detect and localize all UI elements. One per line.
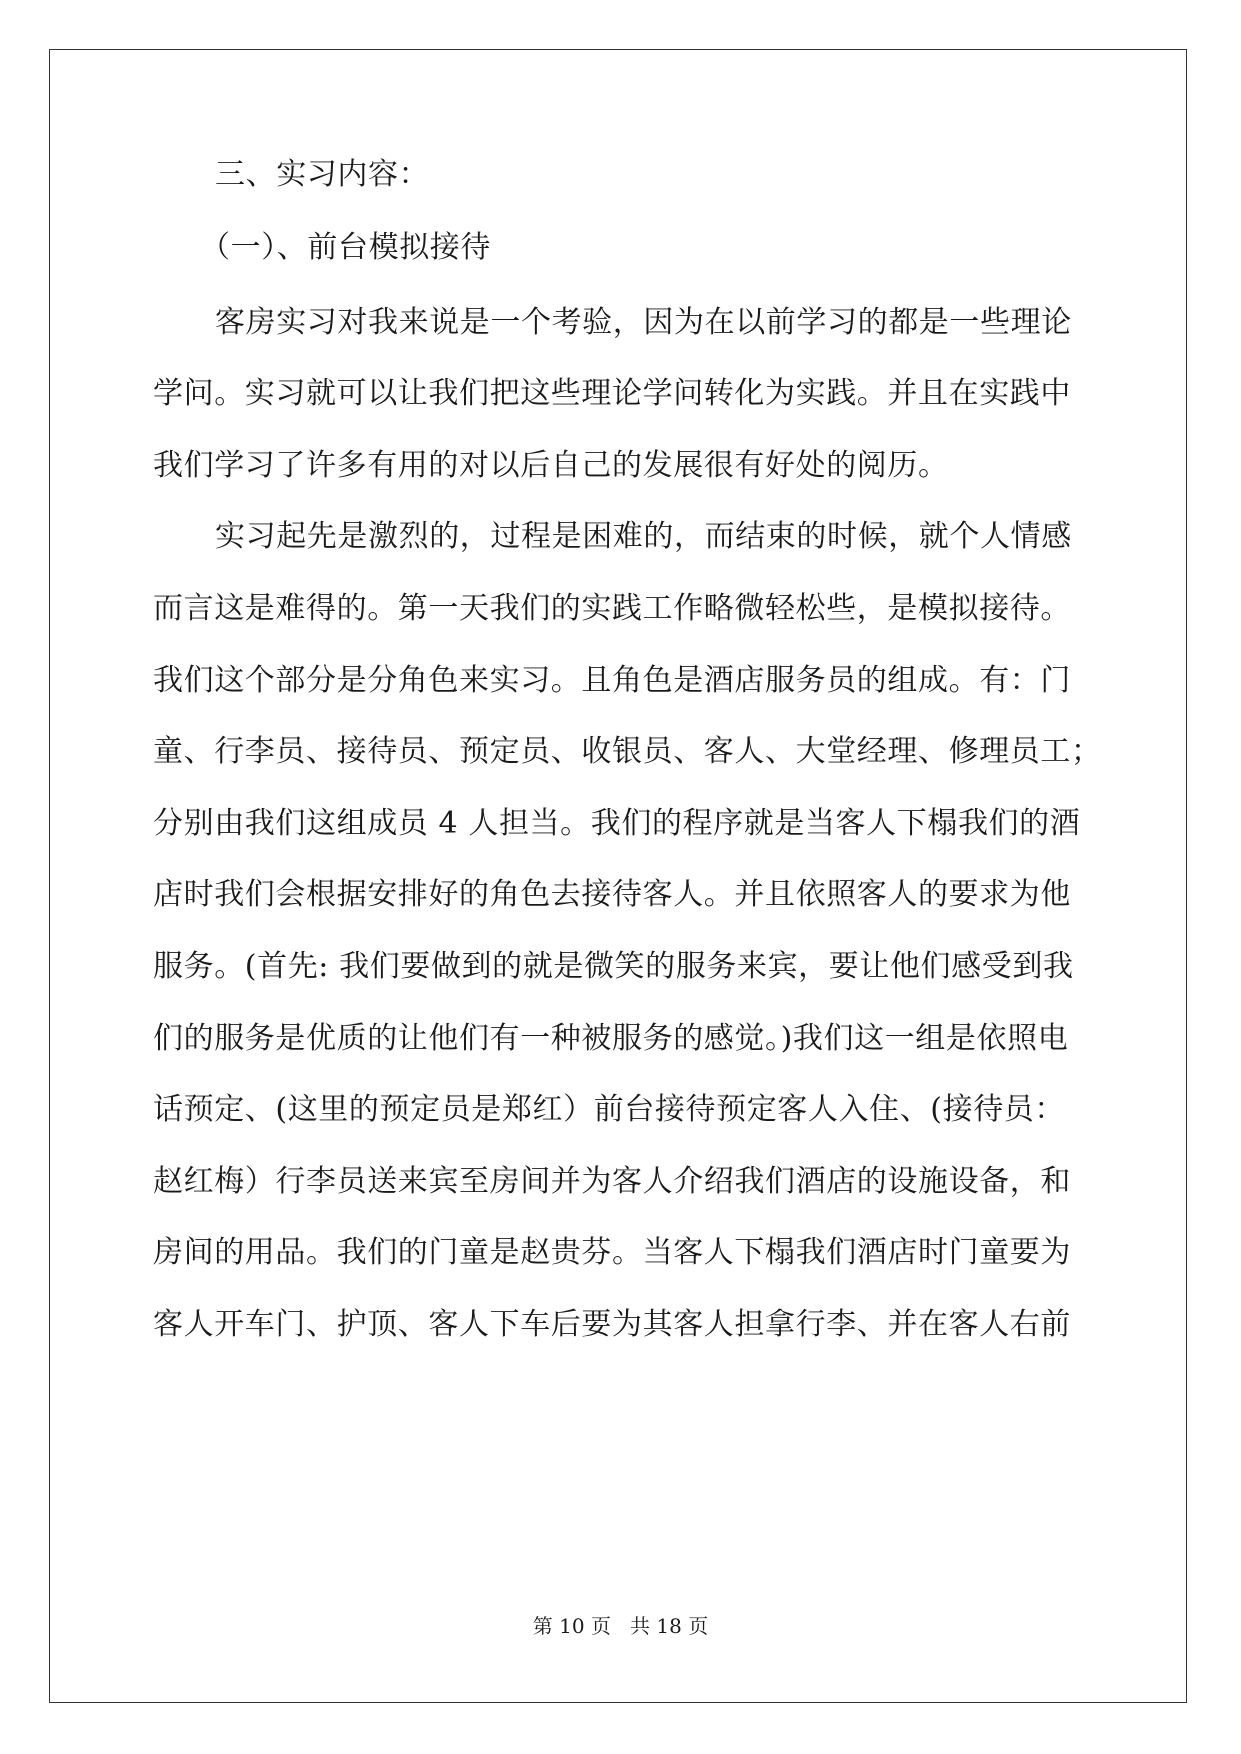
paragraph-line: 我们这个部分是分角色来实习。且角色是酒店服务员的组成。有：门: [153, 663, 1071, 698]
paragraph-line: 童、行李员、接待员、预定员、收银员、客人、大堂经理、修理员工；: [153, 734, 1102, 769]
paragraph-line: 客人开车门、护顶、客人下车后要为其客人担拿行李、并在客人右前: [153, 1307, 1071, 1342]
paragraph-line: 客房实习对我来说是一个考验，因为在以前学习的都是一些理论: [215, 305, 1072, 340]
paragraph-line: 话预定、(这里的预定员是郑红）前台接待预定客人入住、(接待员：: [153, 1092, 1066, 1127]
paragraph-line: 实习起先是激烈的，过程是困难的，而结束的时候，就个人情感: [215, 519, 1072, 554]
paragraph-line: 学问。实习就可以让我们把这些理论学问转化为实践。并且在实践中: [153, 376, 1071, 411]
paragraph-line: 房间的用品。我们的门童是赵贵芬。当客人下榻我们酒店时门童要为: [153, 1235, 1071, 1270]
section-heading: 三、实习内容：: [215, 157, 430, 192]
paragraph-line: 店时我们会根据安排好的角色去接待客人。并且依照客人的要求为他: [153, 877, 1071, 912]
subsection-heading: （一）、前台模拟接待: [200, 230, 491, 265]
paragraph-line: 分别由我们这组成员 4 人担当。我们的程序就是当客人下榻我们的酒: [153, 806, 1081, 841]
paragraph-line: 们的服务是优质的让他们有一种被服务的感觉。)我们这一组是依照电: [153, 1021, 1069, 1056]
page-number-footer: 第 10 页 共 18 页: [532, 1614, 709, 1638]
paragraph-line: 赵红梅）行李员送来宾至房间并为客人介绍我们酒店的设施设备，和: [153, 1164, 1071, 1199]
paragraph-line: 我们学习了许多有用的对以后自己的发展很有好处的阅历。: [153, 448, 949, 483]
paragraph-line: 服务。(首先: 我们要做到的就是微笑的服务来宾，要让他们感受到我: [153, 949, 1074, 984]
paragraph-line: 而言这是难得的。第一天我们的实践工作略微轻松些，是模拟接待。: [153, 591, 1071, 626]
